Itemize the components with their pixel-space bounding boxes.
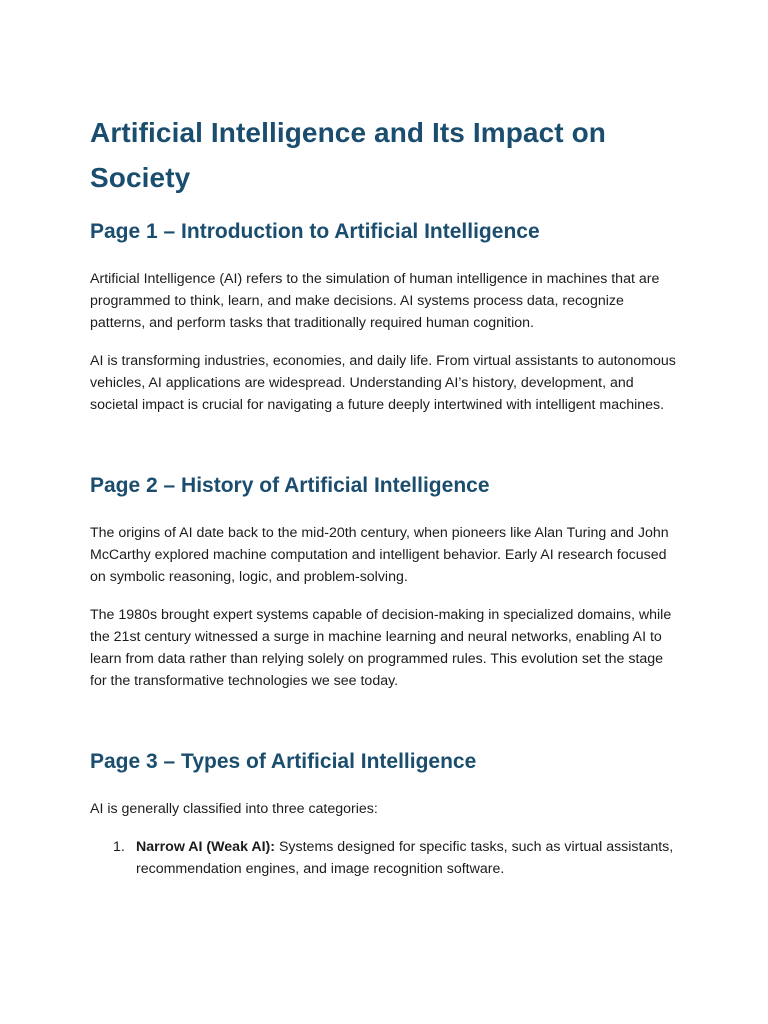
paragraph: AI is generally classified into three categories:	[90, 801, 378, 817]
paragraph: The origins of AI date back to the mid-20th century, when pioneers like Alan Turing and John McCarthy explored machine computation and intelligent behavior. Early AI research focused on symbolic reasoning, logic, and problem-solving.	[90, 525, 669, 585]
list-term: Narrow AI (Weak AI):	[136, 839, 276, 855]
document-title: Artificial Intelligence and Its Impact on Society	[90, 117, 606, 193]
numbered-list	[90, 836, 676, 880]
list-text: Systems designed for specific tasks, such as virtual assistants, recommendation engines, and image recognition software.	[136, 839, 674, 877]
section-heading: Page 3 – Types of Artificial Intelligence	[90, 750, 477, 773]
paragraph: Artificial Intelligence (AI) refers to the simulation of human intelligence in machines that are programmed to think, learn, and make decisions. AI systems process data, recognize patterns, and perform tasks that traditionally required human cognition.	[90, 271, 660, 331]
section-introduction	[90, 218, 676, 416]
section-history	[90, 472, 676, 692]
list-number: 1.	[113, 839, 125, 855]
paragraph: The 1980s brought expert systems capable of decision-making in specialized domains, while the 21st century witnessed a surge in machine learning and neural networks, enabling AI to learn from data rather than relying solely on programmed rules. This evolution set the stage for the transformative technologies we see today.	[90, 607, 672, 689]
section-heading: Page 2 – History of Artificial Intelligence	[90, 474, 490, 497]
paragraph: AI is transforming industries, economies, and daily life. From virtual assistants to autonomous vehicles, AI applications are widespread. Understanding AI’s history, development, and societal impact is crucial for navigating a future deeply intertwined with intelligent machines.	[90, 353, 676, 413]
list-item	[90, 836, 676, 880]
section-heading: Page 1 – Introduction to Artificial Intelligence	[90, 220, 540, 243]
section-types	[90, 748, 676, 880]
